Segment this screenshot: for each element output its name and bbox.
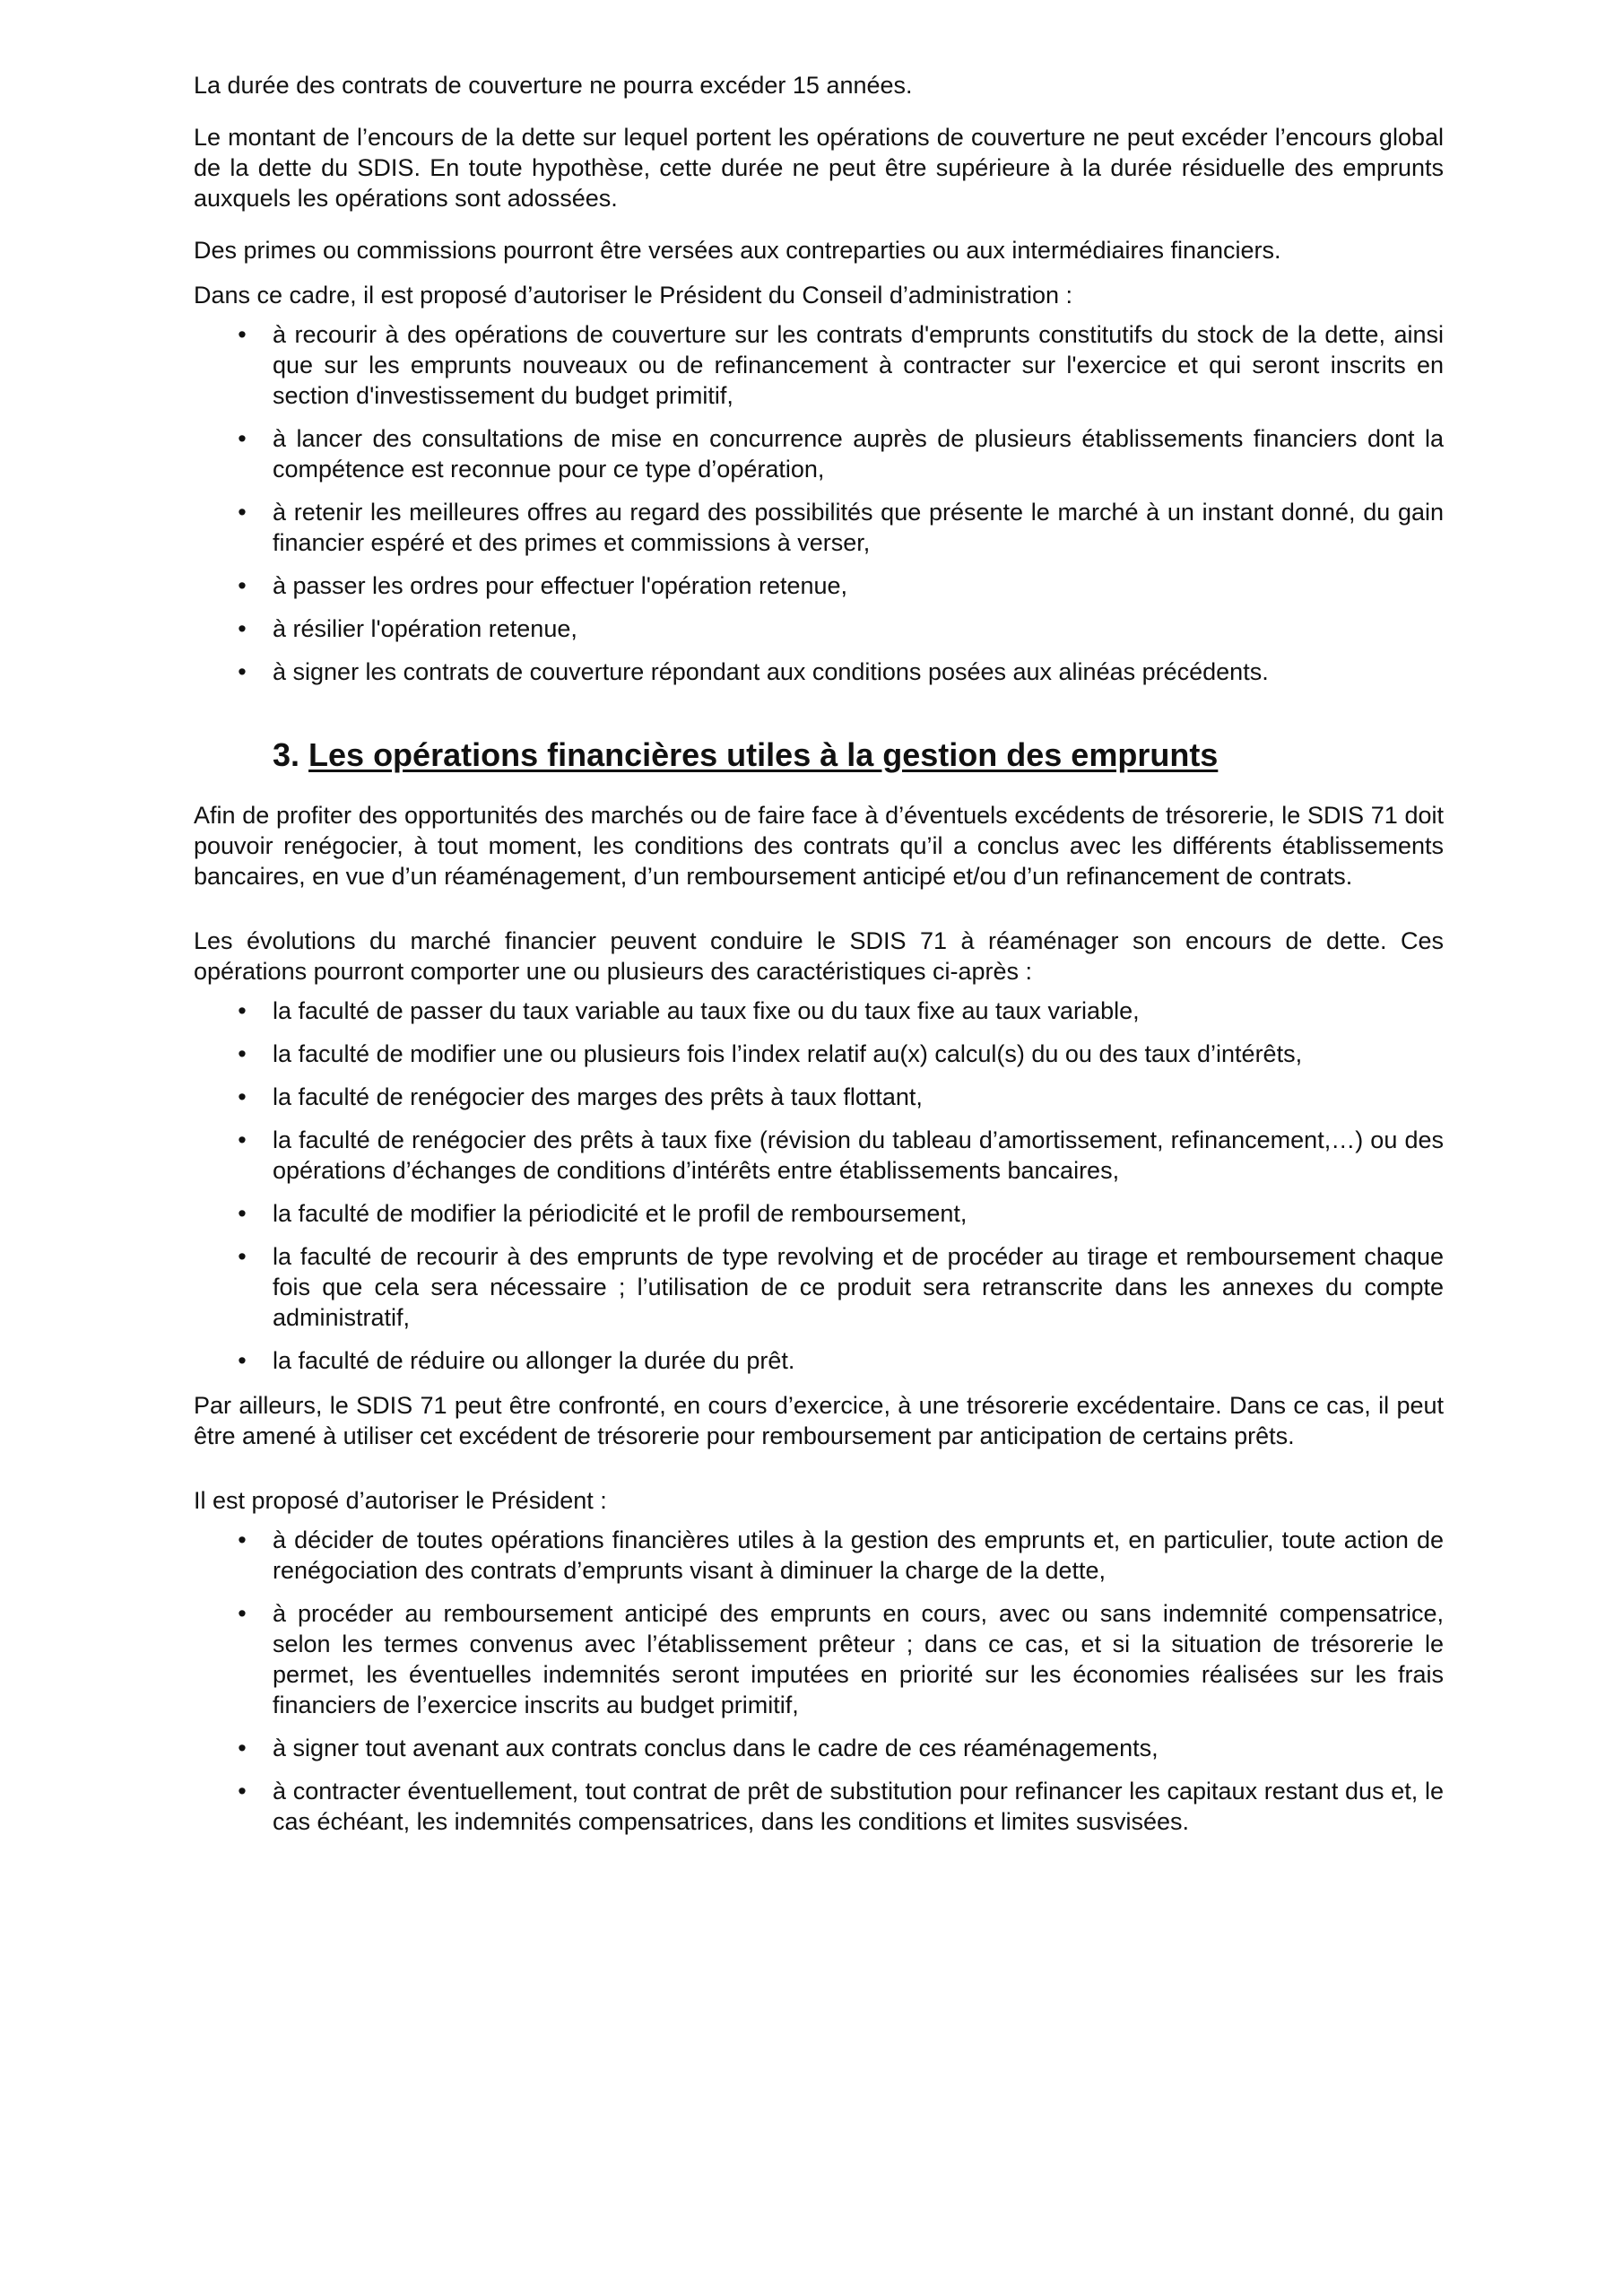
section-heading [194,735,1444,775]
bullet-icon: • [238,499,247,526]
list-item [194,423,1444,484]
bullet-icon: • [238,1526,247,1553]
bullet-icon: • [238,572,247,599]
list-item-text: la faculté de recourir à des emprunts de type revolving et de procéder au tirage et remboursement chaque fois que cela sera nécessaire ; l’utilisation de ce produit sera retranscrite dans les annexes du compte administratif, [273,1243,1444,1331]
bullet-icon: • [238,1347,247,1374]
section-title: Les opérations financières utiles à la gestion des emprunts [308,736,1219,773]
bullet-icon: • [238,425,247,452]
list-item [194,1082,1444,1112]
list-item-text: à décider de toutes opérations financières utiles à la gestion des emprunts et, en particulier, toute action de renégociation des contrats d’emprunts visant à diminuer la charge de la dette, [273,1526,1444,1584]
paragraph-market-evolution: Les évolutions du marché financier peuvent conduire le SDIS 71 à réaménager son encours de dette. Ces opérations pourront comporter une ou plusieurs des caractéristiques ci-après : [194,927,1444,985]
list-item-text: la faculté de modifier la périodicité et le profil de remboursement, [273,1200,968,1227]
bullet-icon: • [238,1126,247,1153]
paragraph-excess-cash: Par ailleurs, le SDIS 71 peut être confronté, en cours d’exercice, à une trésorerie excédentaire. Dans ce cas, il peut être amené à utiliser cet excédent de trésorerie pour remboursement par anticipation de certains prêts. [194,1392,1444,1449]
list-item-text: à passer les ordres pour effectuer l'opération retenue, [273,572,848,599]
bullet-icon: • [238,1083,247,1110]
list-item [194,613,1444,644]
operation-characteristics-list [194,996,1444,1376]
bullet-icon: • [238,1040,247,1067]
list-item [194,1125,1444,1186]
list-item-text: à signer les contrats de couverture répondant aux conditions posées aux alinéas précédents. [273,658,1269,685]
list-item-text: à lancer des consultations de mise en concurrence auprès de plusieurs établissements financiers dont la compétence est reconnue pour ce type d’opération, [273,425,1444,483]
paragraph-authorization-intro: Dans ce cadre, il est proposé d’autoriser le Président du Conseil d’administration : [194,282,1073,309]
list-item [194,1241,1444,1333]
list-item [194,497,1444,558]
list-item-text: la faculté de passer du taux variable au taux fixe ou du taux fixe au taux variable, [273,997,1140,1024]
paragraph-debt-amount: Le montant de l’encours de la dette sur lequel portent les opérations de couverture ne peut excéder l’encours global de la dette du SDIS. En toute hypothèse, cette durée ne peut être supérieure à la durée résiduelle des emprunts auxquels les opérations sont adossées. [194,124,1444,212]
bullet-icon: • [238,1600,247,1627]
list-item-text: à signer tout avenant aux contrats conclus dans le cadre de ces réaménagements, [273,1735,1159,1761]
list-item-text: à recourir à des opérations de couverture sur les contrats d'emprunts constitutifs du stock de la dette, ainsi que sur les emprunts nouveaux ou de refinancement à contracter sur l'exercice et qui seront inscrits en section d'investissement du budget primitif, [273,321,1444,409]
list-item [194,1776,1444,1837]
list-item [194,570,1444,601]
president-authorizations-list [194,1525,1444,1837]
list-item [194,996,1444,1026]
paragraph-premiums: Des primes ou commissions pourront être versées aux contreparties ou aux intermédiaires financiers. [194,237,1281,264]
list-item-text: à procéder au remboursement anticipé des emprunts en cours, avec ou sans indemnité compensatrice, selon les termes convenus avec l’établissement prêteur ; dans ce cas, et si la situation de trésorerie le permet, les éventuelles indemnités seront imputées en priorité sur les économies réalisées sur les frais financiers de l’exercice inscrits au budget primitif, [273,1600,1444,1718]
list-item-text: la faculté de renégocier des prêts à taux fixe (révision du tableau d’amortissement, refinancement,…) ou des opérations d’échanges de conditions d’intérêts entre établissements bancaires, [273,1126,1444,1184]
list-item [194,657,1444,687]
list-item [194,1598,1444,1720]
hedging-authorizations-list [194,319,1444,687]
list-item-text: la faculté de renégocier des marges des prêts à taux flottant, [273,1083,923,1110]
list-item [194,1345,1444,1376]
bullet-icon: • [238,658,247,685]
bullet-icon: • [238,1200,247,1227]
bullet-icon: • [238,615,247,642]
list-item-text: la faculté de réduire ou allonger la durée du prêt. [273,1347,795,1374]
list-item [194,1733,1444,1763]
paragraph-renegotiation: Afin de profiter des opportunités des marchés ou de faire face à d’éventuels excédents de trésorerie, le SDIS 71 doit pouvoir renégocier, à tout moment, les conditions des contrats qu’il a conclus avec les différents établissements bancaires, en vue d’un réaménagement, d’un remboursement anticipé et/ou d’un refinancement de contrats. [194,802,1444,890]
list-item-text: à contracter éventuellement, tout contrat de prêt de substitution pour refinancer les capitaux restant dus et, le cas échéant, les indemnités compensatrices, dans les conditions et limites susvisées. [273,1778,1444,1835]
section-number: 3. [273,736,300,773]
list-item-text: à résilier l'opération retenue, [273,615,577,642]
bullet-icon: • [238,1243,247,1270]
bullet-icon: • [238,1778,247,1805]
paragraph-contract-duration: La durée des contrats de couverture ne pourra excéder 15 années. [194,72,913,99]
list-item [194,1198,1444,1229]
list-item-text: à retenir les meilleures offres au regard des possibilités que présente le marché à un instant donné, du gain financier espéré et des primes et commissions à verser, [273,499,1444,556]
list-item [194,319,1444,411]
list-item [194,1525,1444,1586]
bullet-icon: • [238,321,247,348]
bullet-icon: • [238,997,247,1024]
paragraph-president-authorization: Il est proposé d’autoriser le Président : [194,1487,607,1514]
list-item-text: la faculté de modifier une ou plusieurs fois l’index relatif au(x) calcul(s) du ou des taux d’intérêts, [273,1040,1303,1067]
bullet-icon: • [238,1735,247,1761]
list-item [194,1039,1444,1069]
